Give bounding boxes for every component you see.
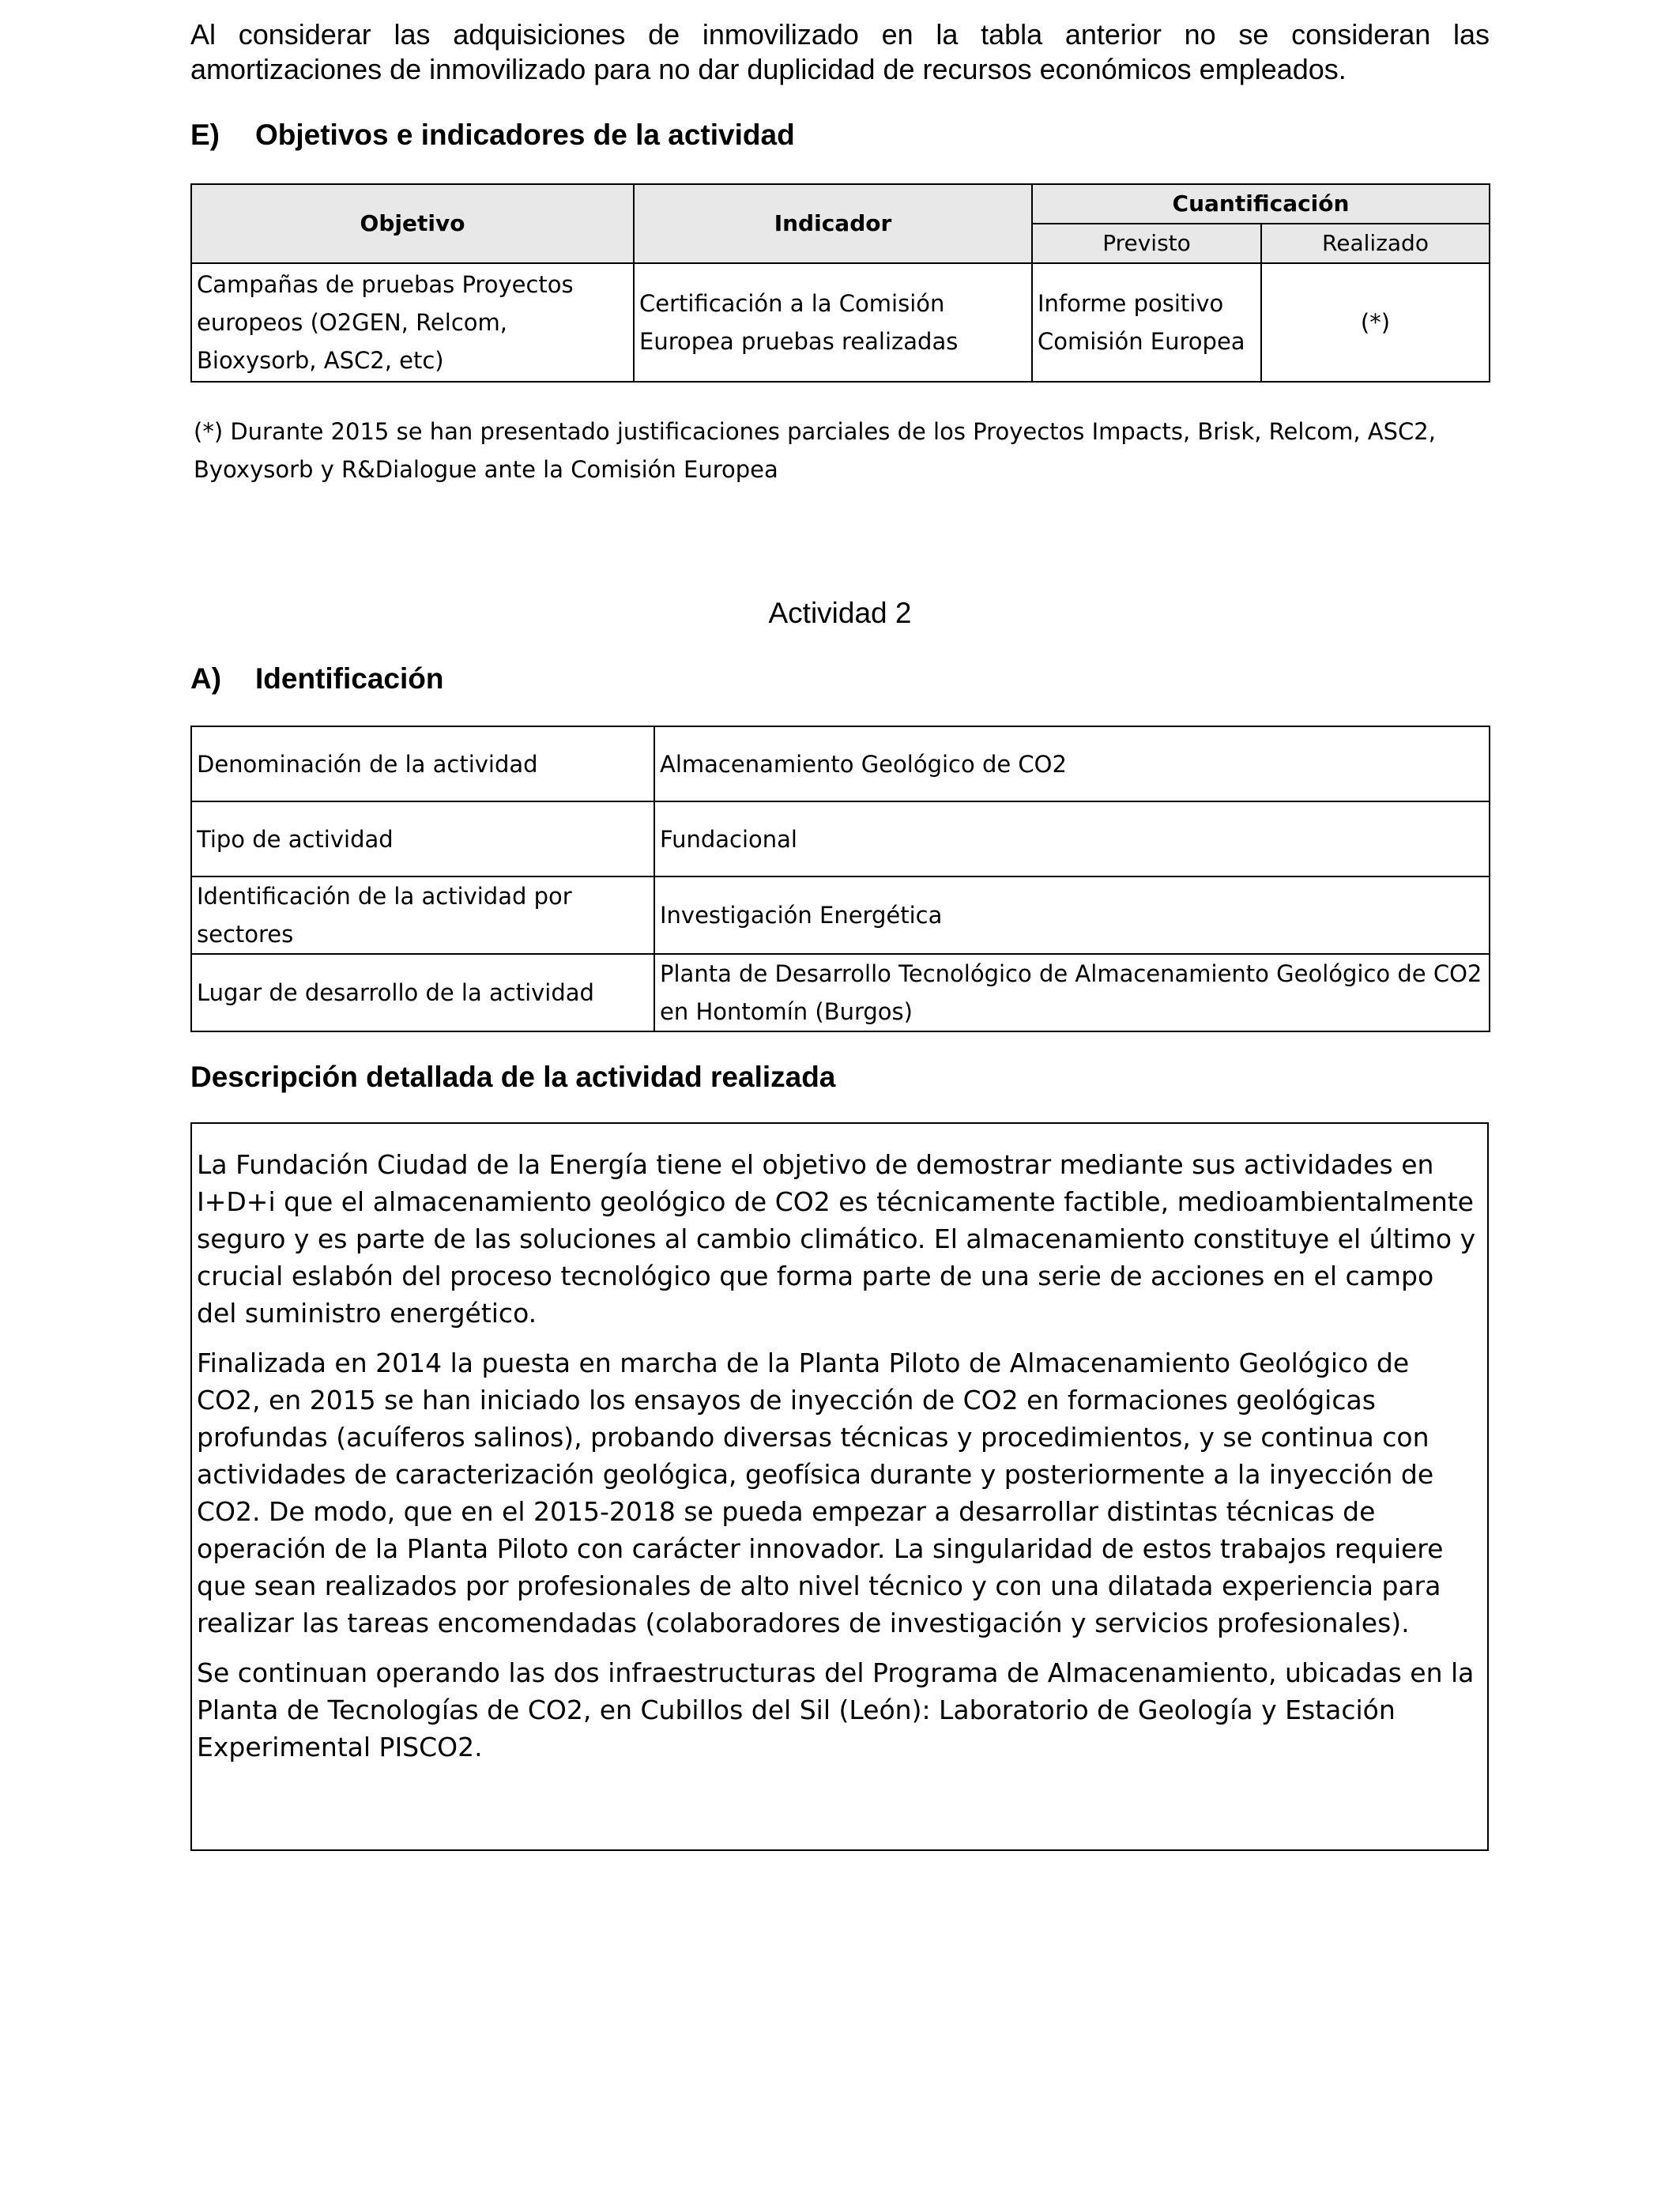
table-row xyxy=(191,876,1490,954)
header-cuantificacion: Cuantificación xyxy=(1032,184,1490,224)
table-row xyxy=(191,726,1490,801)
section-a-heading xyxy=(190,661,443,697)
description-paragraph: Finalizada en 2014 la puesta en marcha de la Planta Piloto de Almacenamiento Geológico de CO2, en 2015 se han iniciado los ensayos de inyección de CO2 en formaciones geológicas profundas (acuíferos salinos), probando diversas técnicas y procedimientos, y se continua con actividades de caracterización geológica, geofísica durante y posteriormente a la inyección de CO2. De modo, que en el 2015-2018 se pueda empezar a desarrollar distintas técnicas de operación de la Planta Piloto con carácter innovador. La singularidad de estos trabajos requiere que sean realizados por profesionales de alto nivel técnico y con una dilatada experiencia para realizar las tareas encomendadas (colaboradores de investigación y servicios profesionales). xyxy=(197,1348,1444,1638)
table-row xyxy=(191,801,1490,876)
id-label: Identificación de la actividad por sectores xyxy=(191,876,654,954)
section-e-heading xyxy=(190,117,795,153)
cell-objetivo: Campañas de pruebas Proyectos europeos (O2GEN, Relcom, Bioxysorb, ASC2, etc) xyxy=(191,263,634,382)
intro-paragraph: Al considerar las adquisiciones de inmovilizado en la tabla anterior no se consideran las amortizaciones de inmovilizado para no dar duplicidad de recursos económicos empleados. xyxy=(190,18,1490,85)
section-a-letter: A) xyxy=(190,662,222,695)
objectives-table xyxy=(190,183,1490,383)
header-indicador: Indicador xyxy=(634,184,1032,263)
header-objetivo: Objetivo xyxy=(191,184,634,263)
table-row xyxy=(191,954,1490,1031)
description-heading: Descripción detallada de la actividad realizada xyxy=(190,1061,836,1093)
activity-title: Actividad 2 xyxy=(768,597,912,629)
id-label: Denominación de la actividad xyxy=(191,726,654,801)
header-previsto: Previsto xyxy=(1032,224,1261,263)
cell-realizado: (*) xyxy=(1261,263,1490,382)
id-value: Almacenamiento Geológico de CO2 xyxy=(654,726,1490,801)
description-box xyxy=(190,1122,1489,1851)
section-e-title: Objetivos e indicadores de la actividad xyxy=(255,119,795,151)
cell-indicador: Certificación a la Comisión Europea pruebas realizadas xyxy=(634,263,1032,382)
id-value: Investigación Energética xyxy=(654,876,1490,954)
id-label: Lugar de desarrollo de la actividad xyxy=(191,954,654,1031)
description-paragraph: Se continuan operando las dos infraestructuras del Programa de Almacenamiento, ubicadas en la Planta de Tecnologías de CO2, en Cubillos del Sil (León): Laboratorio de Geología y Estación Experimental PISCO2. xyxy=(197,1657,1475,1762)
id-label: Tipo de actividad xyxy=(191,801,654,876)
id-value: Fundacional xyxy=(654,801,1490,876)
header-realizado: Realizado xyxy=(1261,224,1490,263)
description-paragraph: La Fundación Ciudad de la Energía tiene el objetivo de demostrar mediante sus actividades en I+D+i que el almacenamiento geológico de CO2 es técnicamente factible, medioambientalmente seguro y es parte de las soluciones al cambio climático. El almacenamiento constituye el último y crucial eslabón del proceso tecnológico que forma parte de una serie de acciones en el campo del suministro energético. xyxy=(197,1149,1476,1329)
cell-previsto: Informe positivo Comisión Europea xyxy=(1032,263,1261,382)
footnote: (*) Durante 2015 se han presentado justificaciones parciales de los Proyectos Impacts, Brisk, Relcom, ASC2, Byoxysorb y R&Dialogue ante la Comisión Europea xyxy=(194,418,1436,483)
identification-table xyxy=(190,726,1490,1032)
table-row xyxy=(191,263,1490,382)
section-e-letter: E) xyxy=(190,119,220,151)
id-value: Planta de Desarrollo Tecnológico de Almacenamiento Geológico de CO2 en Hontomín (Burgos) xyxy=(654,954,1490,1031)
section-a-title: Identificación xyxy=(255,662,444,695)
